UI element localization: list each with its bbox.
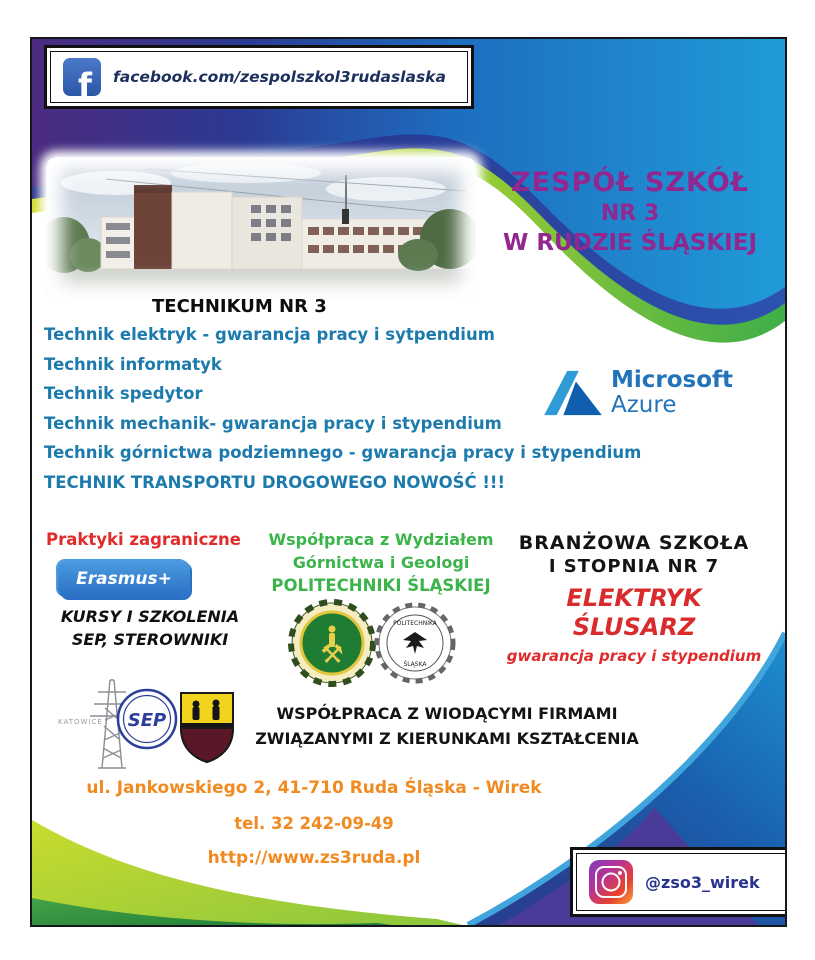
building-illustration [46, 157, 476, 299]
instagram-badge[interactable] [576, 853, 787, 911]
firms-cooperation-block [217, 702, 677, 751]
program-item: Technik mechanik- gwarancja pracy i stypendium [44, 413, 502, 433]
branzowa-spec1: ELEKTRYK [566, 584, 702, 612]
school-title-line2: NR 3 [600, 201, 660, 226]
azure-product: Azure [611, 392, 677, 418]
branzowa-spec2: ŚLUSARZ [572, 613, 696, 641]
facebook-icon: f [63, 58, 101, 96]
uni-line2: Górnictwa i Geologi [292, 553, 470, 572]
school-building-photo [46, 157, 476, 299]
school-title-line3: W RUDZIE ŚLĄSKIEJ [502, 230, 758, 256]
erasmus-plus-logo [58, 560, 190, 598]
politechnika-logo-text-bottom: ŚLĄSKA [403, 661, 427, 668]
branzowa-line2: I STOPNIA NR 7 [548, 556, 720, 577]
school-title-line1: ZESPÓŁ SZKÓŁ [511, 167, 749, 198]
school-title [480, 167, 780, 257]
program-item: Technik informatyk [44, 354, 222, 374]
kursy-line1: KURSY I SZKOLENIA [60, 607, 240, 626]
program-item: Technik górnictwa podziemnego - gwarancja pracy i stypendium [44, 443, 642, 462]
mining-faculty-logo [288, 599, 376, 687]
uni-line3: POLITECHNIKI ŚLĄSKIEJ [271, 576, 491, 595]
technikum-heading: TECHNIKUM NR 3 [152, 296, 327, 317]
azure-icon [544, 369, 602, 417]
kursy-block [34, 605, 266, 651]
erasmus-label: Erasmus+ [76, 569, 172, 589]
firms-line2: ZWIĄZANYMI Z KIERUNKAMI KSZTAŁCENIA [255, 728, 639, 748]
contact-website[interactable]: http://www.zs3ruda.pl [207, 848, 421, 868]
university-cooperation [245, 528, 517, 598]
university-logos [288, 599, 456, 687]
sep-logo [116, 688, 178, 750]
instagram-handle: @zso3_wirek [645, 872, 760, 892]
poster-card [30, 37, 787, 927]
silesian-university-logo [374, 602, 456, 684]
contact-address: ul. Jankowskiego 2, 41-710 Ruda Śląska - Wirek [86, 778, 542, 798]
kursy-line2: SEP, STEROWNIKI [71, 630, 229, 649]
uni-line1: Współpraca z Wydziałem [268, 530, 494, 549]
contact-phone: tel. 32 242-09-49 [234, 814, 394, 833]
contact-block [40, 778, 588, 868]
sep-city-label: KATOWICE [58, 718, 103, 726]
branzowa-line1: BRANŻOWA SZKOŁA [518, 532, 750, 554]
branzowa-szkola-block [490, 532, 778, 665]
praktyki-heading: Praktyki zagraniczne [46, 530, 241, 549]
politechnika-logo-text-top: POLITECHNIKA [393, 620, 437, 627]
facebook-badge[interactable] [50, 51, 468, 103]
program-item: TECHNIK TRANSPORTU DROGOWEGO NOWOŚĆ !!! [44, 472, 505, 492]
hammer-pick-icon: ⚒ [320, 640, 344, 670]
sep-logo-text: SEP [127, 710, 167, 731]
azure-brand: Microsoft [611, 367, 734, 393]
instagram-icon [589, 860, 633, 904]
firms-line1: WSPÓŁPRACA Z WIODĄCYMI FIRMAMI [276, 704, 618, 723]
program-item: Technik elektryk - gwarancja pracy i sytpendium [44, 325, 495, 344]
branzowa-note: gwarancja pracy i stypendium [506, 647, 762, 665]
program-item: Technik spedytor [44, 384, 203, 403]
microsoft-azure-logo [544, 368, 733, 418]
facebook-url: facebook.com/zespolszkol3rudaslaska [113, 68, 446, 86]
